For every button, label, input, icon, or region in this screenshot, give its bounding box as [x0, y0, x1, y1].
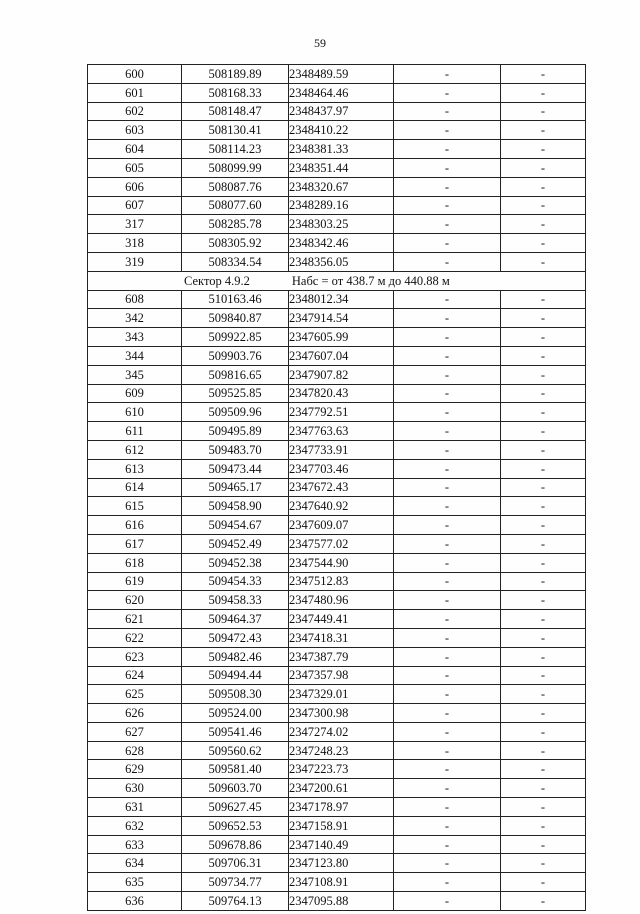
table-row: [88, 384, 586, 403]
x-coordinate-cell: 509465.17: [182, 478, 289, 497]
column-4-cell: -: [394, 779, 501, 798]
x-coordinate-cell: 509603.70: [182, 779, 289, 798]
table-row: [88, 440, 586, 459]
point-number-cell: 633: [88, 835, 182, 854]
column-4-cell: -: [394, 422, 501, 441]
table-row: [88, 365, 586, 384]
y-coordinate-cell: 2347577.02: [289, 534, 394, 553]
y-coordinate-cell: 2348351.44: [289, 158, 394, 177]
y-coordinate-cell: 2348289.16: [289, 196, 394, 215]
table-row: [88, 346, 586, 365]
y-coordinate-cell: 2348437.97: [289, 102, 394, 121]
x-coordinate-cell: 509482.46: [182, 647, 289, 666]
table-row: [88, 685, 586, 704]
point-number-cell: 624: [88, 666, 182, 685]
point-number-cell: 600: [88, 65, 182, 84]
column-5-cell: -: [501, 365, 586, 384]
y-coordinate-cell: 2348489.59: [289, 65, 394, 84]
table-row: [88, 798, 586, 817]
column-5-cell: -: [501, 290, 586, 309]
y-coordinate-cell: 2348410.22: [289, 121, 394, 140]
table-row: [88, 215, 586, 234]
column-4-cell: -: [394, 83, 501, 102]
y-coordinate-cell: 2347158.91: [289, 816, 394, 835]
point-number-cell: 606: [88, 177, 182, 196]
y-coordinate-cell: 2348381.33: [289, 140, 394, 159]
column-5-cell: -: [501, 440, 586, 459]
column-4-cell: -: [394, 102, 501, 121]
column-4-cell: -: [394, 478, 501, 497]
column-5-cell: -: [501, 722, 586, 741]
column-4-cell: -: [394, 121, 501, 140]
x-coordinate-cell: 508114.23: [182, 140, 289, 159]
x-coordinate-cell: 508189.89: [182, 65, 289, 84]
table-row: [88, 534, 586, 553]
y-coordinate-cell: 2347763.63: [289, 422, 394, 441]
column-4-cell: -: [394, 704, 501, 723]
column-5-cell: -: [501, 873, 586, 892]
x-coordinate-cell: 508099.99: [182, 158, 289, 177]
column-5-cell: -: [501, 478, 586, 497]
column-4-cell: -: [394, 854, 501, 873]
table-row: [88, 65, 586, 84]
y-coordinate-cell: 2348342.46: [289, 234, 394, 253]
y-coordinate-cell: 2347609.07: [289, 516, 394, 535]
table-row: [88, 290, 586, 309]
sector-name: Сектор 4.9.2: [184, 273, 250, 288]
table-row: [88, 892, 586, 911]
point-number-cell: 609: [88, 384, 182, 403]
x-coordinate-cell: 509764.13: [182, 892, 289, 911]
column-5-cell: -: [501, 816, 586, 835]
column-5-cell: -: [501, 309, 586, 328]
x-coordinate-cell: 509627.45: [182, 798, 289, 817]
point-number-cell: 345: [88, 365, 182, 384]
y-coordinate-cell: 2347223.73: [289, 760, 394, 779]
y-coordinate-cell: 2347095.88: [289, 892, 394, 911]
x-coordinate-cell: 508148.47: [182, 102, 289, 121]
column-5-cell: -: [501, 741, 586, 760]
point-number-cell: 602: [88, 102, 182, 121]
x-coordinate-cell: 508130.41: [182, 121, 289, 140]
column-4-cell: -: [394, 158, 501, 177]
column-4-cell: -: [394, 760, 501, 779]
column-5-cell: -: [501, 459, 586, 478]
table-row: [88, 722, 586, 741]
column-5-cell: -: [501, 647, 586, 666]
table-row: [88, 252, 586, 271]
table-row: [88, 234, 586, 253]
column-4-cell: -: [394, 234, 501, 253]
column-4-cell: -: [394, 628, 501, 647]
point-number-cell: 628: [88, 741, 182, 760]
coordinates-group-1: [88, 65, 586, 272]
point-number-cell: 607: [88, 196, 182, 215]
point-number-cell: 614: [88, 478, 182, 497]
column-5-cell: -: [501, 83, 586, 102]
x-coordinate-cell: 509560.62: [182, 741, 289, 760]
y-coordinate-cell: 2347480.96: [289, 591, 394, 610]
y-coordinate-cell: 2347792.51: [289, 403, 394, 422]
x-coordinate-cell: 508168.33: [182, 83, 289, 102]
table-row: [88, 83, 586, 102]
x-coordinate-cell: 509508.30: [182, 685, 289, 704]
coordinates-table: [87, 64, 586, 911]
table-row: [88, 628, 586, 647]
x-coordinate-cell: 509922.85: [182, 328, 289, 347]
column-5-cell: -: [501, 516, 586, 535]
column-4-cell: -: [394, 892, 501, 911]
column-5-cell: -: [501, 497, 586, 516]
point-number-cell: 631: [88, 798, 182, 817]
table-row: [88, 478, 586, 497]
y-coordinate-cell: 2347733.91: [289, 440, 394, 459]
y-coordinate-cell: 2348464.46: [289, 83, 394, 102]
y-coordinate-cell: 2347274.02: [289, 722, 394, 741]
x-coordinate-cell: 509678.86: [182, 835, 289, 854]
x-coordinate-cell: 509452.38: [182, 553, 289, 572]
column-4-cell: -: [394, 365, 501, 384]
point-number-cell: 610: [88, 403, 182, 422]
y-coordinate-cell: 2347544.90: [289, 553, 394, 572]
column-4-cell: -: [394, 328, 501, 347]
x-coordinate-cell: 509525.85: [182, 384, 289, 403]
point-number-cell: 617: [88, 534, 182, 553]
y-coordinate-cell: 2347357.98: [289, 666, 394, 685]
point-number-cell: 342: [88, 309, 182, 328]
y-coordinate-cell: 2347512.83: [289, 572, 394, 591]
point-number-cell: 343: [88, 328, 182, 347]
y-coordinate-cell: 2348356.05: [289, 252, 394, 271]
column-5-cell: -: [501, 234, 586, 253]
column-4-cell: -: [394, 553, 501, 572]
y-coordinate-cell: 2347140.49: [289, 835, 394, 854]
table-row: [88, 666, 586, 685]
column-5-cell: -: [501, 835, 586, 854]
column-4-cell: -: [394, 65, 501, 84]
point-number-cell: 626: [88, 704, 182, 723]
point-number-cell: 611: [88, 422, 182, 441]
y-coordinate-cell: 2348012.34: [289, 290, 394, 309]
column-4-cell: -: [394, 516, 501, 535]
y-coordinate-cell: 2347820.43: [289, 384, 394, 403]
column-5-cell: -: [501, 102, 586, 121]
point-number-cell: 317: [88, 215, 182, 234]
column-4-cell: -: [394, 647, 501, 666]
column-4-cell: -: [394, 346, 501, 365]
point-number-cell: 634: [88, 854, 182, 873]
column-4-cell: -: [394, 835, 501, 854]
table-row: [88, 760, 586, 779]
column-5-cell: -: [501, 666, 586, 685]
table-row: [88, 403, 586, 422]
y-coordinate-cell: 2347607.04: [289, 346, 394, 365]
table-row: [88, 328, 586, 347]
y-coordinate-cell: 2347907.82: [289, 365, 394, 384]
coordinates-group-2: [88, 290, 586, 910]
point-number-cell: 603: [88, 121, 182, 140]
point-number-cell: 615: [88, 497, 182, 516]
x-coordinate-cell: 510163.46: [182, 290, 289, 309]
column-4-cell: -: [394, 685, 501, 704]
column-4-cell: -: [394, 666, 501, 685]
x-coordinate-cell: 509706.31: [182, 854, 289, 873]
x-coordinate-cell: 509458.90: [182, 497, 289, 516]
x-coordinate-cell: 509452.49: [182, 534, 289, 553]
table-row: [88, 816, 586, 835]
column-4-cell: -: [394, 252, 501, 271]
point-number-cell: 618: [88, 553, 182, 572]
table-row: [88, 647, 586, 666]
column-4-cell: -: [394, 309, 501, 328]
point-number-cell: 612: [88, 440, 182, 459]
x-coordinate-cell: 509524.00: [182, 704, 289, 723]
column-5-cell: -: [501, 328, 586, 347]
table-row: [88, 422, 586, 441]
x-coordinate-cell: 508077.60: [182, 196, 289, 215]
column-5-cell: -: [501, 572, 586, 591]
y-coordinate-cell: 2347108.91: [289, 873, 394, 892]
column-4-cell: -: [394, 873, 501, 892]
column-4-cell: -: [394, 196, 501, 215]
column-4-cell: -: [394, 591, 501, 610]
column-4-cell: -: [394, 610, 501, 629]
x-coordinate-cell: 509903.76: [182, 346, 289, 365]
column-5-cell: -: [501, 892, 586, 911]
table-row: [88, 497, 586, 516]
column-5-cell: -: [501, 798, 586, 817]
column-4-cell: -: [394, 384, 501, 403]
table-row: [88, 516, 586, 535]
table-row: [88, 610, 586, 629]
point-number-cell: 630: [88, 779, 182, 798]
column-5-cell: -: [501, 760, 586, 779]
x-coordinate-cell: 509472.43: [182, 628, 289, 647]
point-number-cell: 623: [88, 647, 182, 666]
column-4-cell: -: [394, 798, 501, 817]
table-row: [88, 854, 586, 873]
table-row: [88, 591, 586, 610]
table-row: [88, 102, 586, 121]
y-coordinate-cell: 2347200.61: [289, 779, 394, 798]
point-number-cell: 635: [88, 873, 182, 892]
point-number-cell: 608: [88, 290, 182, 309]
point-number-cell: 318: [88, 234, 182, 253]
table-row: [88, 704, 586, 723]
point-number-cell: 604: [88, 140, 182, 159]
x-coordinate-cell: 508087.76: [182, 177, 289, 196]
column-5-cell: -: [501, 591, 586, 610]
point-number-cell: 620: [88, 591, 182, 610]
y-coordinate-cell: 2347703.46: [289, 459, 394, 478]
point-number-cell: 344: [88, 346, 182, 365]
x-coordinate-cell: 509581.40: [182, 760, 289, 779]
table-row: [88, 835, 586, 854]
column-4-cell: -: [394, 140, 501, 159]
table-row: [88, 309, 586, 328]
y-coordinate-cell: 2347300.98: [289, 704, 394, 723]
column-5-cell: -: [501, 65, 586, 84]
point-number-cell: 629: [88, 760, 182, 779]
column-5-cell: -: [501, 553, 586, 572]
table-row: [88, 873, 586, 892]
x-coordinate-cell: 509473.44: [182, 459, 289, 478]
table-row: [88, 121, 586, 140]
column-4-cell: -: [394, 722, 501, 741]
column-4-cell: -: [394, 534, 501, 553]
x-coordinate-cell: 509840.87: [182, 309, 289, 328]
column-5-cell: -: [501, 252, 586, 271]
column-4-cell: -: [394, 497, 501, 516]
sector-elevation-range: Набс = от 438.7 м до 440.88 м: [291, 273, 450, 288]
x-coordinate-cell: 509816.65: [182, 365, 289, 384]
column-4-cell: -: [394, 403, 501, 422]
x-coordinate-cell: 509454.33: [182, 572, 289, 591]
table-row: [88, 158, 586, 177]
y-coordinate-cell: 2347418.31: [289, 628, 394, 647]
column-4-cell: -: [394, 440, 501, 459]
column-4-cell: -: [394, 215, 501, 234]
column-4-cell: -: [394, 290, 501, 309]
point-number-cell: 636: [88, 892, 182, 911]
table-row: [88, 177, 586, 196]
table-row: [88, 779, 586, 798]
point-number-cell: 632: [88, 816, 182, 835]
x-coordinate-cell: 508285.78: [182, 215, 289, 234]
point-number-cell: 627: [88, 722, 182, 741]
x-coordinate-cell: 509458.33: [182, 591, 289, 610]
point-number-cell: 622: [88, 628, 182, 647]
column-5-cell: -: [501, 196, 586, 215]
x-coordinate-cell: 508334.54: [182, 252, 289, 271]
x-coordinate-cell: 509541.46: [182, 722, 289, 741]
y-coordinate-cell: 2347248.23: [289, 741, 394, 760]
x-coordinate-cell: 509464.37: [182, 610, 289, 629]
x-coordinate-cell: 509509.96: [182, 403, 289, 422]
column-5-cell: -: [501, 177, 586, 196]
column-5-cell: -: [501, 704, 586, 723]
column-5-cell: -: [501, 403, 586, 422]
x-coordinate-cell: 509454.67: [182, 516, 289, 535]
column-5-cell: -: [501, 215, 586, 234]
column-5-cell: -: [501, 384, 586, 403]
table-row: [88, 553, 586, 572]
sector-header-row: [88, 271, 586, 290]
x-coordinate-cell: 509734.77: [182, 873, 289, 892]
sector-header-group: [88, 271, 586, 290]
y-coordinate-cell: 2348303.25: [289, 215, 394, 234]
y-coordinate-cell: 2347449.41: [289, 610, 394, 629]
y-coordinate-cell: 2347640.92: [289, 497, 394, 516]
point-number-cell: 319: [88, 252, 182, 271]
point-number-cell: 601: [88, 83, 182, 102]
column-5-cell: -: [501, 422, 586, 441]
x-coordinate-cell: 509652.53: [182, 816, 289, 835]
y-coordinate-cell: 2347123.80: [289, 854, 394, 873]
table-row: [88, 741, 586, 760]
column-4-cell: -: [394, 572, 501, 591]
y-coordinate-cell: 2347605.99: [289, 328, 394, 347]
column-4-cell: -: [394, 459, 501, 478]
point-number-cell: 619: [88, 572, 182, 591]
point-number-cell: 621: [88, 610, 182, 629]
page-number: 59: [314, 36, 326, 50]
y-coordinate-cell: 2347329.01: [289, 685, 394, 704]
table-row: [88, 459, 586, 478]
table-row: [88, 572, 586, 591]
column-4-cell: -: [394, 177, 501, 196]
column-5-cell: -: [501, 685, 586, 704]
sector-header-cell: [88, 271, 586, 290]
column-4-cell: -: [394, 741, 501, 760]
column-5-cell: -: [501, 121, 586, 140]
column-5-cell: -: [501, 854, 586, 873]
x-coordinate-cell: 509483.70: [182, 440, 289, 459]
table-row: [88, 196, 586, 215]
column-5-cell: -: [501, 610, 586, 629]
column-5-cell: -: [501, 158, 586, 177]
column-5-cell: -: [501, 779, 586, 798]
y-coordinate-cell: 2347914.54: [289, 309, 394, 328]
y-coordinate-cell: 2348320.67: [289, 177, 394, 196]
y-coordinate-cell: 2347672.43: [289, 478, 394, 497]
point-number-cell: 616: [88, 516, 182, 535]
column-4-cell: -: [394, 816, 501, 835]
column-5-cell: -: [501, 140, 586, 159]
y-coordinate-cell: 2347178.97: [289, 798, 394, 817]
column-5-cell: -: [501, 628, 586, 647]
point-number-cell: 625: [88, 685, 182, 704]
x-coordinate-cell: 509495.89: [182, 422, 289, 441]
y-coordinate-cell: 2347387.79: [289, 647, 394, 666]
column-5-cell: -: [501, 534, 586, 553]
point-number-cell: 613: [88, 459, 182, 478]
column-5-cell: -: [501, 346, 586, 365]
x-coordinate-cell: 508305.92: [182, 234, 289, 253]
point-number-cell: 605: [88, 158, 182, 177]
x-coordinate-cell: 509494.44: [182, 666, 289, 685]
table-row: [88, 140, 586, 159]
